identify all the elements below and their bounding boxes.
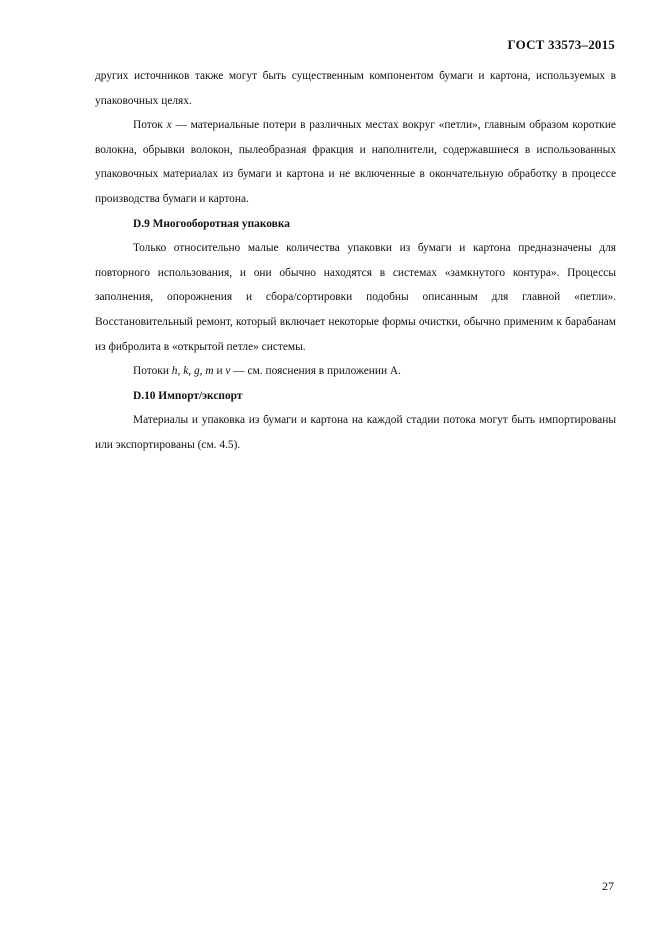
flow-variable-v: v [225,365,231,378]
paragraph-import-export: Материалы и упаковка из бумаги и картона на каждой стадии потока могут быть импортированы или экспортированы (см. 4.5). [95,414,616,451]
section-heading-d10: D.10 Импорт/экспорт [133,389,243,402]
section-heading-d9: D.9 Многооборотная упаковка [133,217,290,230]
flow-variable-h: h [171,365,178,378]
standard-header: ГОСТ 33573–2015 [507,37,615,52]
page-body [95,64,616,458]
flow-variable-k: k [183,365,189,378]
paragraph-continuation: других источников также могут быть существенным компонентом бумаги и картона, используемых в упаковочных целях. [95,70,616,107]
flows-sep-2: , [188,365,194,378]
flow-variable-m: m [205,365,214,378]
page-number: 27 [602,879,614,893]
paragraph-flow-x [95,113,616,211]
flows-sep-4: и [213,365,226,378]
flow-variable-x: x [166,119,172,132]
paragraph-reusable-packaging: Только относительно малые количества упаковки из бумаги и картона предназначены для повторного использования, и они обычно находятся в системах «замкнутого контура». Процессы заполнения, опорожнения и сбора/сортировки подобны описанным для главной «петли». Восстановительный ремонт, который включает некоторые формы очистки, обычно применим к барабанам из фибролита в «открытой петле» системы. [95,242,616,353]
paragraph-flow-x-lead: Поток [133,119,167,132]
paragraph-flow-x-text: — материальные потери в различных местах вокруг «петли», главным образом короткие волокна, обрывки волокон, пылеобразная фракция и наполнители, содержавшиеся в использованных упаковочных материалах из бумаги и картона и не включенные в окончательную обработку в процессе производства бумаги и картона. [95,119,616,205]
flows-tail: — см. пояснения в приложении А. [230,365,401,378]
paragraph-flows-reference [95,359,616,384]
flows-lead: Потоки [133,365,172,378]
flows-sep-3: , [199,365,206,378]
flows-sep-1: , [177,365,184,378]
flow-variable-g: g [193,365,200,378]
